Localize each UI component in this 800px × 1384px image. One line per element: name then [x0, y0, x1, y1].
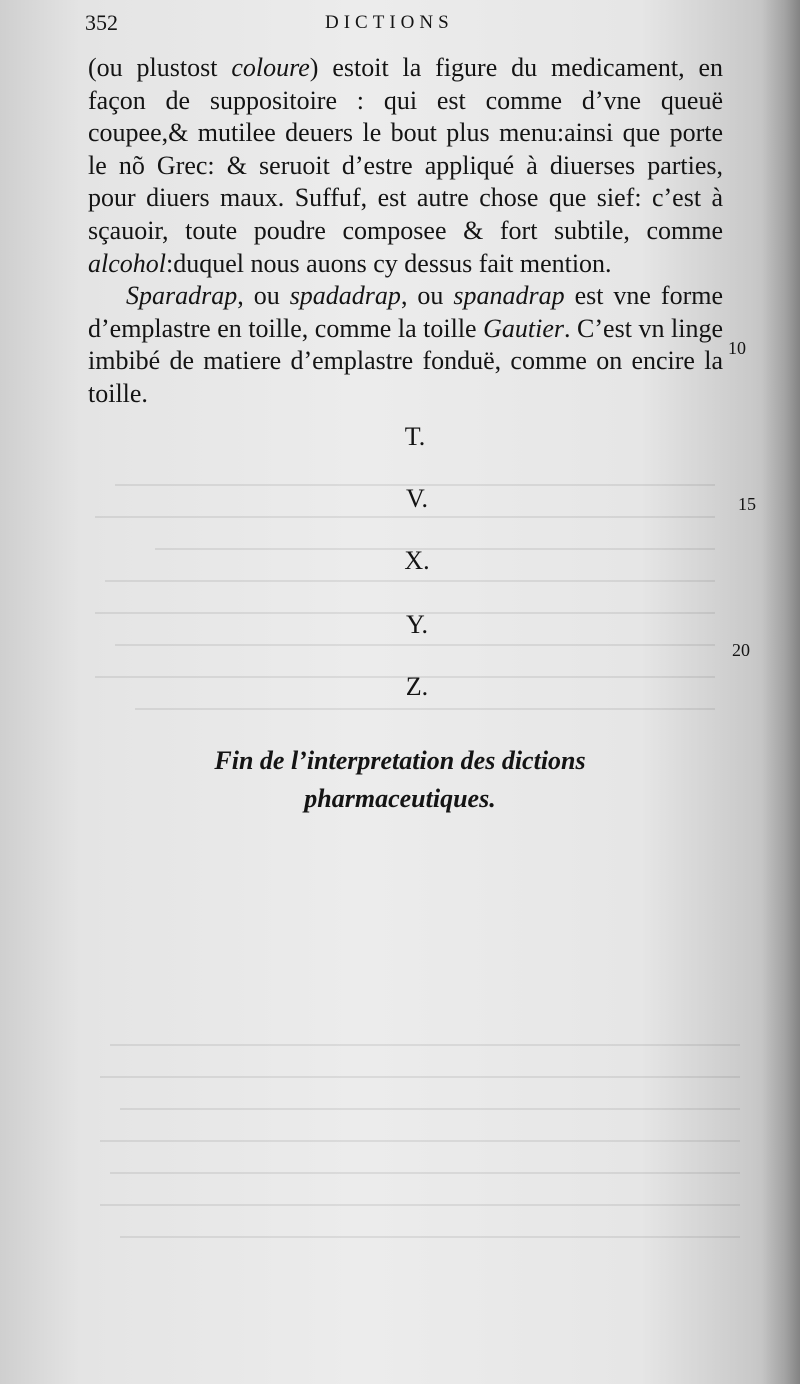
paragraph-2: Sparadrap, ou spadadrap, ou spanadrap est vne forme d’emplastre en toille, comme la toille Gautier. C’est vn linge imbibé de matiere d’emplastre fonduë, comme on encire la toille.	[88, 281, 724, 408]
italic-term: alcohol	[88, 248, 166, 278]
italic-term: spanadrap	[453, 281, 565, 311]
closing-statement	[150, 742, 650, 818]
paragraph-1: (ou plustost coloure) estoit la figure du medicament, en façon de suppositoire : qui est comme d’vne queuë coupee,& mutilee deuers le bout plus menu:ainsi que porte le nõ Grec: & seruoit d’estre appliqué à diuerses parties, pour diuers maux. Suffuf, est autre chose que sief: c’est à sçauoir, toute poudre composee & fort subtile, comme alcohol:duquel nous auons cy dessus fait mention.	[88, 53, 723, 278]
margin-line-number: 20	[732, 640, 750, 660]
italic-term: spadadrap	[289, 281, 401, 311]
page-number: 352	[85, 10, 118, 35]
section-letter: Y.	[406, 610, 428, 639]
page-edge-shadow	[762, 0, 800, 1384]
italic-term: coloure	[231, 53, 310, 82]
margin-line-number: 10	[728, 338, 746, 358]
bleed-through-lower	[100, 1030, 740, 1280]
page-header	[85, 10, 735, 40]
section-letter: Z.	[405, 672, 429, 701]
running-title: DICTIONS	[325, 12, 454, 33]
section-letter: T.	[404, 422, 426, 451]
closing-line-2: pharmaceutiques.	[304, 784, 496, 813]
body-text	[88, 52, 723, 411]
italic-term: Sparadrap	[126, 281, 238, 311]
italic-term: Gautier	[483, 313, 565, 343]
section-letter: X.	[404, 546, 430, 575]
margin-line-number: 15	[738, 494, 756, 514]
closing-line-1: Fin de l’interpretation des dictions	[214, 746, 586, 775]
section-letter: V.	[406, 484, 428, 513]
